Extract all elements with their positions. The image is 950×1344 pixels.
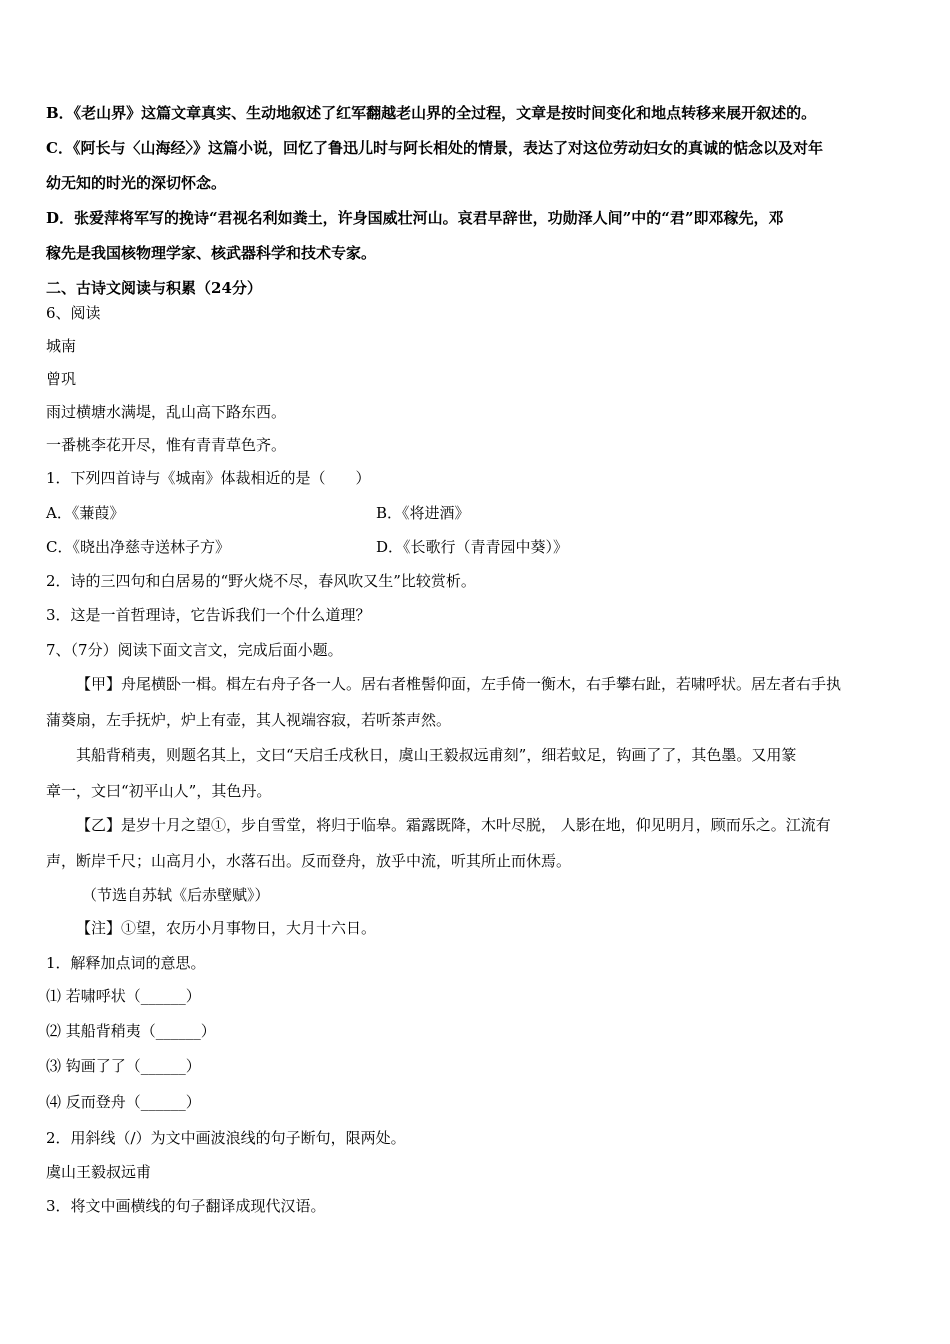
option-b: B．《将进酒》	[376, 504, 470, 522]
passage-source: （节选自苏轼《后赤壁赋》）	[82, 886, 270, 904]
poem-line-2: 一番桃李花开尽，惟有青青草色齐。	[46, 436, 287, 454]
question-7-2: 2．用斜线（/）为文中画波浪线的句子断句，限两处。	[46, 1129, 406, 1147]
question-6-1: 1．下列四首诗与《城南》体裁相近的是（ ）	[46, 469, 371, 487]
question-6-2: 2．诗的三四句和白居易的“野火烧不尽，春风吹又生”比较赏析。	[46, 572, 476, 590]
poem-line-1: 雨过横塘水满堤，乱山高下路东西。	[46, 403, 287, 421]
question-6-1-options-row1	[46, 503, 908, 523]
option-a: A．《蒹葭》	[46, 504, 125, 522]
question-7-2-sentence: 虞山王毅叔远甫	[46, 1163, 152, 1181]
option-d-text-line2: 稼先是我国核物理学家、核武器科学和技术专家。	[46, 244, 377, 262]
option-d-text-line1: D．张爱萍将军写的挽诗“君视名利如粪土，许身国威壮河山。哀君早辞世，功勋泽人间”中的“君”即邓稼先，邓	[46, 209, 784, 227]
passage-note: 【注】①望，农历小月事物日，大月十六日。	[76, 919, 377, 937]
question-7-3: 3．将文中画横线的句子翻译成现代汉语。	[46, 1197, 326, 1215]
question-7-1: 1．解释加点词的意思。	[46, 954, 206, 972]
option-c-text-line2: 幼无知的时光的深切怀念。	[46, 174, 227, 192]
question-7-1-item: ⑴ 若啸呼状（______）	[46, 987, 201, 1005]
option-c-text-line1: C．《阿长与〈山海经〉》这篇小说，回忆了鲁迅儿时与阿长相处的情景，表达了对这位劳动妇女的真诚的惦念以及对年	[46, 139, 823, 157]
option-b-text: B．《老山界》这篇文章真实、生动地叙述了红军翻越老山界的全过程，文章是按时间变化和地点转移来展开叙述的。	[46, 104, 817, 122]
question-7-1-item: ⑶ 钩画了了（______）	[46, 1057, 201, 1075]
option-c: C．《晓出净慈寺送林子方》	[46, 538, 230, 556]
question-7-1-item: ⑵ 其船背稍夷（______）	[46, 1022, 216, 1040]
question-6-title: 6、阅读	[46, 304, 101, 322]
question-7-title: 7、（7分）阅读下面文言文，完成后面小题。	[46, 641, 343, 659]
option-d: D．《长歌行（青青园中葵）》	[376, 538, 569, 556]
passage-jia-line1: 【甲】舟尾横卧一楫。楫左右舟子各一人。居右者椎髻仰面，左手倚一衡木，右手攀右趾，若啸呼状。居左者右手执	[76, 675, 842, 693]
passage-yi-line2: 声，断岸千尺；山高月小，水落石出。反而登舟，放乎中流，听其所止而休焉。	[46, 852, 572, 870]
passage-yi-line1: 【乙】是岁十月之望①，步自雪堂，将归于临皋。霜露既降，木叶尽脱， 人影在地，仰见明月，顾而乐之。江流有	[76, 816, 831, 834]
question-6-3: 3．这是一首哲理诗，它告诉我们一个什么道理？	[46, 606, 371, 624]
poem-title: 城南	[46, 337, 77, 355]
poem-author: 曾巩	[46, 370, 77, 388]
section-heading: 二、古诗文阅读与积累（24分）	[46, 279, 262, 297]
question-7-1-item: ⑷ 反而登舟（______）	[46, 1093, 201, 1111]
passage-jia-p2-line2: 章一，文曰“初平山人”，其色丹。	[46, 782, 272, 800]
question-6-1-options-row2	[46, 537, 908, 557]
passage-jia-p2-line1: 其船背稍夷，则题名其上，文曰“天启壬戌秋日，虞山王毅叔远甫刻”，细若蚊足，钩画了了，其色墨。又用篆	[76, 746, 797, 764]
passage-jia-line2: 蒲葵扇，左手抚炉，炉上有壶，其人视端容寂，若听茶声然。	[46, 711, 452, 729]
